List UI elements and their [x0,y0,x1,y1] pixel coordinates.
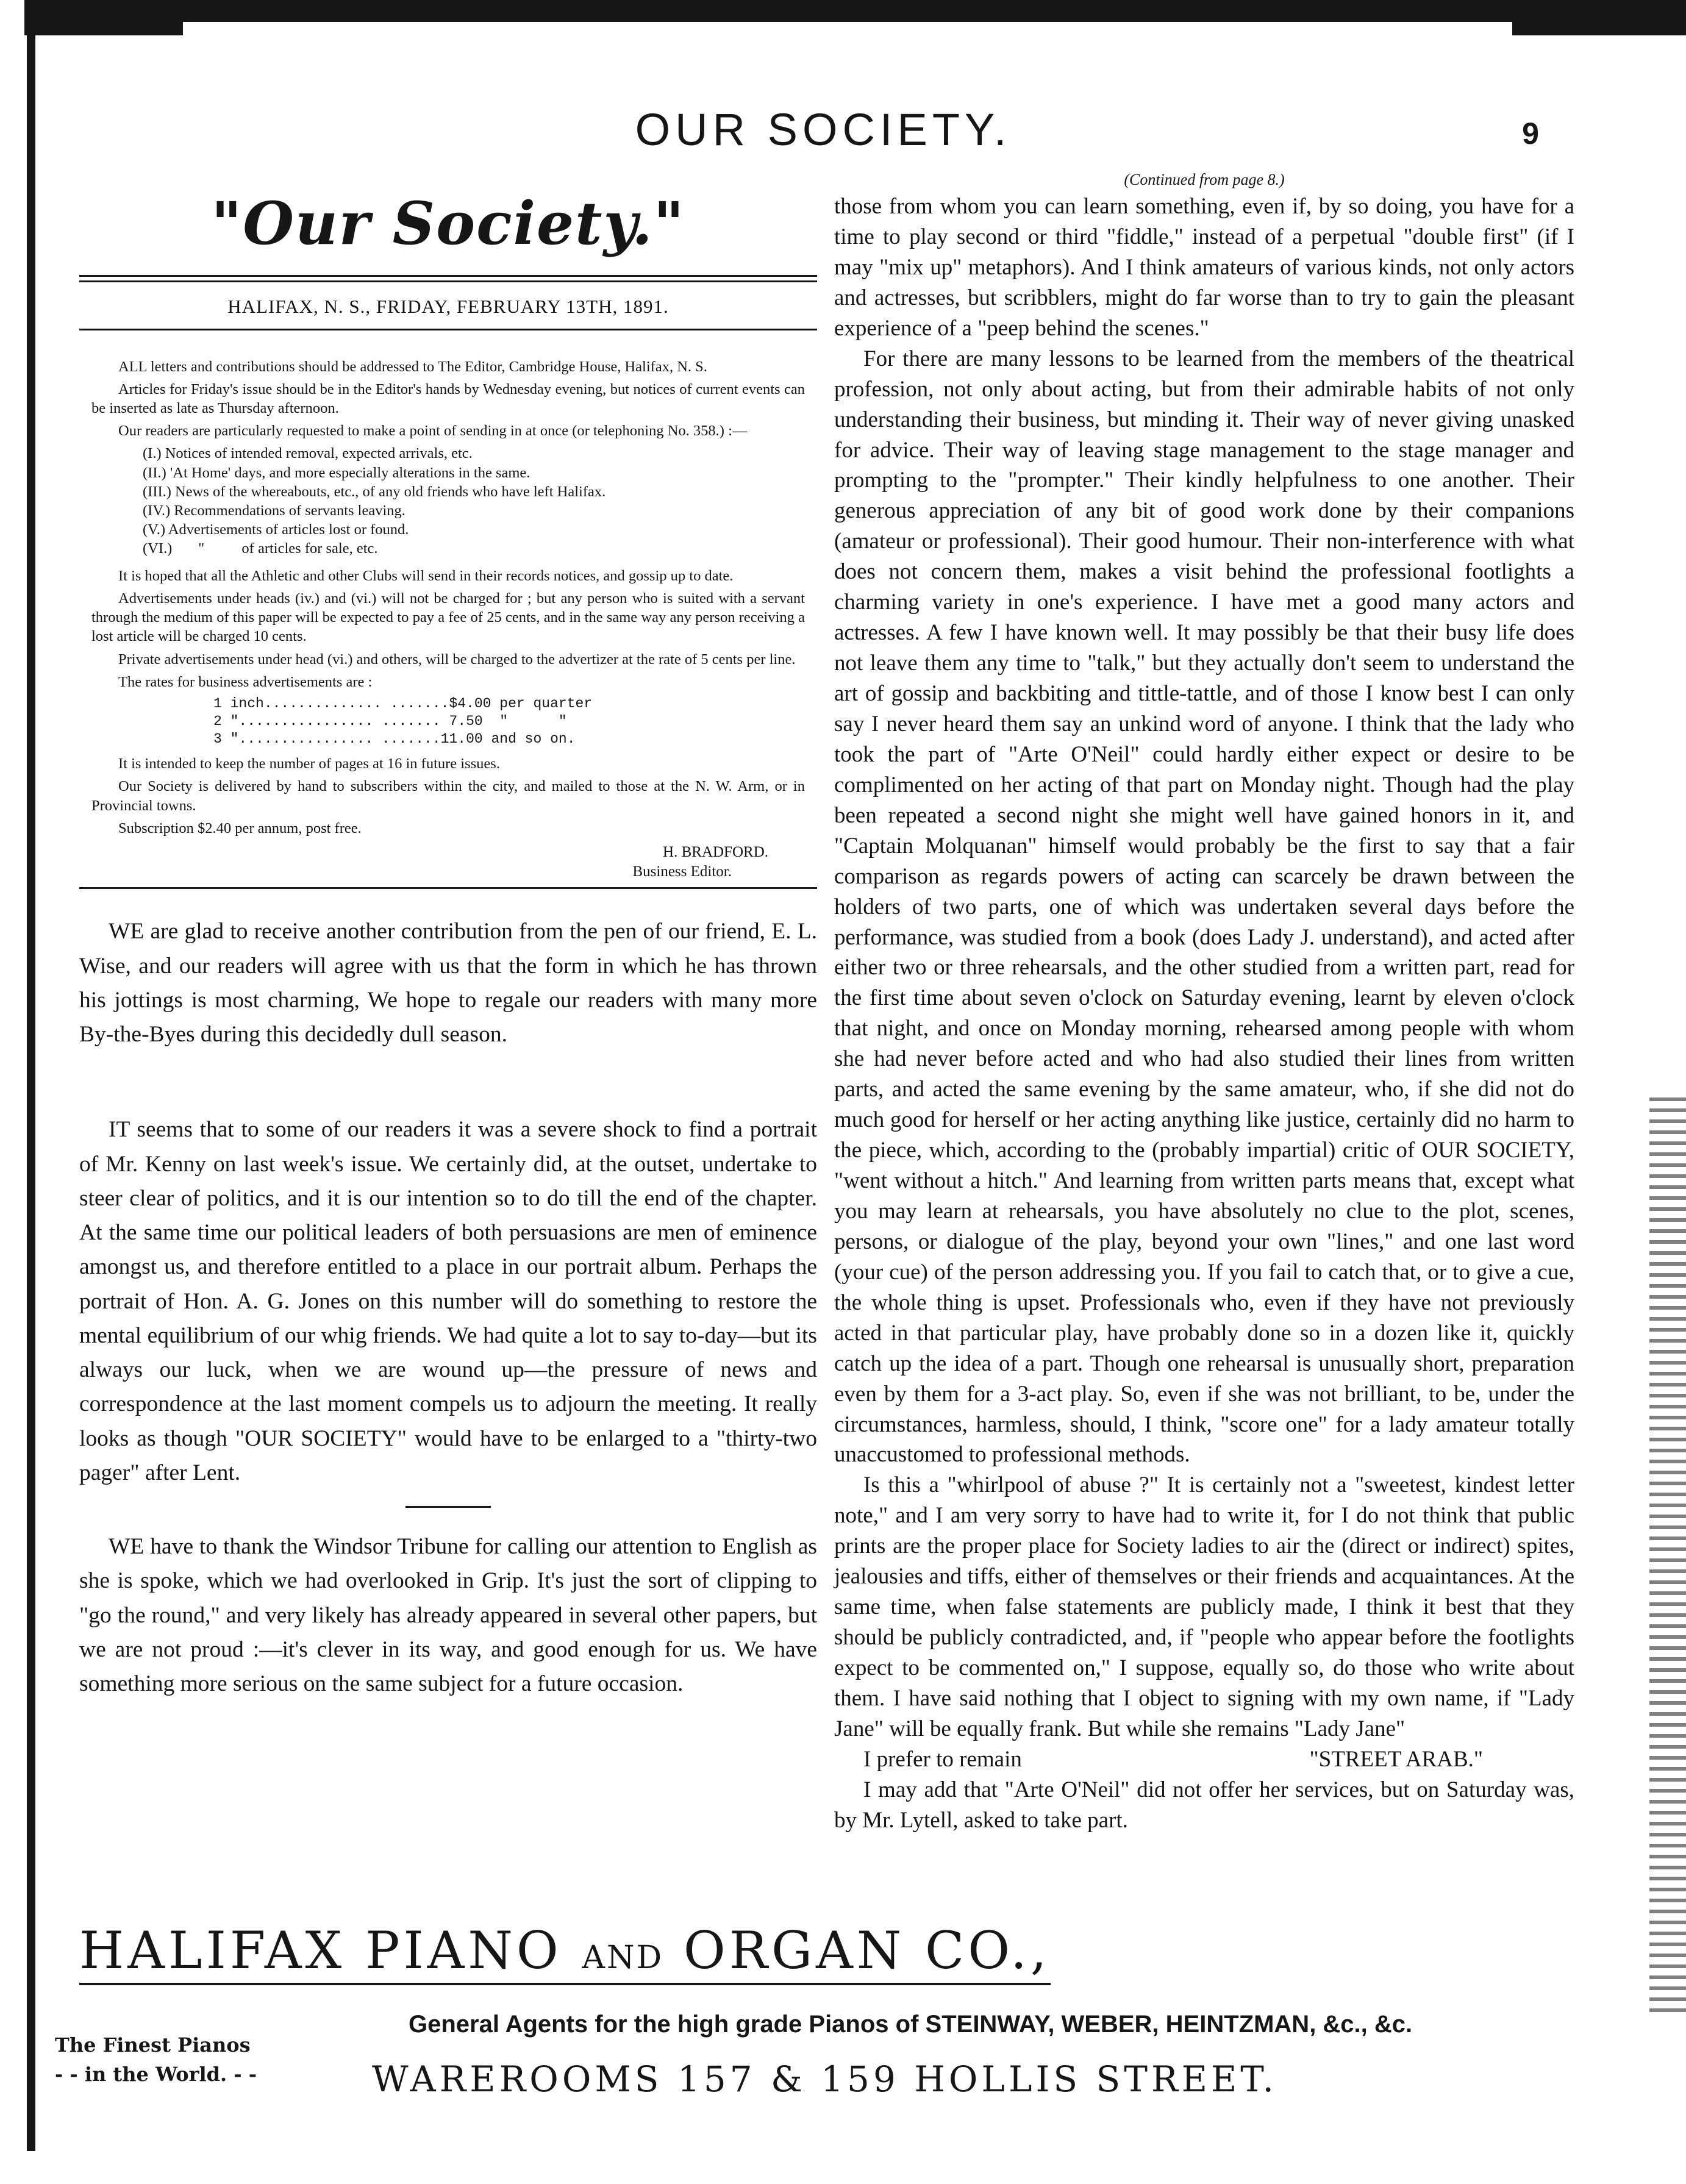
notices-box [79,330,817,881]
ad-warerooms: WAREROOMS 157 & 159 HOLLIS STREET. [372,2058,1277,2100]
editorial-paragraph: WE have to thank the Windsor Tribune for calling our attention to English as she is spoke, which we had overlooked in Grip. It's just the sort of clipping to "go the round," and very likely has already appeared in several other papers, but we are not proud :—it's clever in its way, and good enough for us. We have something more serious on the same subject for a future occasion. [79,1534,817,1697]
rate-line: 3 "................ .......11.00 and so on. [213,731,576,748]
notice-text: Our Society is delivered by hand to subscribers within the city, and mailed to those at the N. W. Arm, or in Provincial towns. [91,778,805,814]
notice-list-item: (IV.) Recommendations of servants leaving. [143,502,405,519]
left-border-rule [27,35,35,2151]
section-divider [405,1506,491,1508]
editor-signature: H. BRADFORD. [663,843,768,860]
letter-paragraph: I may add that "Arte O'Neil" did not offer her services, but on Saturday was, by Mr. Lytell, asked to take part. [834,1777,1574,1833]
signoff-text: I prefer to remain [863,1746,1022,1772]
ad-title-end: ORGAN CO., [683,1921,1051,1980]
notice-text: Private advertisements under head (vi.) and others, will be charged to the advertizer at the rate of 5 cents per line. [118,651,796,668]
editorial-paragraph: IT seems that to some of our readers it was a severe shock to find a portrait of Mr. Kenny on last week's issue. We certainly did, at the outset, undertake to steer clear of politics, and it is our intention so to do till the end of the chapter. At the same time our political leaders of both persuasions are men of eminence amongst us, and therefore entitled to a place in our portrait album. Perhaps the portrait of Hon. A. G. Jones on this number will do something to restore the mental equilibrium of our whig friends. We had quite a lot to say to-day—but its always our luck, when we are wound up—the pressure of news and correspondence at the last moment compels us to adjourn the meeting. It really looks as though "OUR SOCIETY" would have to be enlarged to a "thirty-two pager" after Lent. [79,1117,817,1485]
ad-title [79,1921,1051,1985]
ad-title-and: AND [582,1940,664,1976]
rate-line: 1 inch.............. .......$4.00 per quarter [213,695,593,712]
notice-text: ALL letters and contributions should be addressed to The Editor, Cambridge House, Halifax, N. S. [118,359,707,375]
notices-bottom-rule [79,887,817,889]
piano-advertisement [55,1921,1579,2100]
ad-agents-line: General Agents for the high grade Pianos of STEINWAY, WEBER, HEINTZMAN, &c., &c. [409,2011,1413,2038]
ad-slogan-line: The Finest Pianos [55,2033,251,2057]
notice-list-item: (V.) Advertisements of articles lost or found. [143,521,409,538]
paper-title: "Our Society." [211,189,685,258]
continued-note: (Continued from page 8.) [1124,171,1285,188]
letter-paragraph: Is this a "whirlpool of abuse ?" It is certainly not a "sweetest, kindest letter note," and I am very sorry to have had to write it, for I do not think that public prints are the proper place for Society ladies to air the (direct or indirect) spites, jealousies and tiffs, either of themselves or their friends and acquaintances. At the same time, when false statements are publicly made, I think it best that they should be publicly contradicted, and, if "people who appear before the footlights expect to be commented on," I suppose, equally so, do those who write about them. I have said nothing that I object to signing with my own name, if "Lady Jane" will be equally frank. But while she remains "Lady Jane" [834,1472,1574,1741]
notice-text: It is intended to keep the number of pages at 16 in future issues. [118,755,500,773]
letter-paragraph: For there are many lessons to be learned from the members of the theatrical profession, not only about acting, but from their admirable habits of not only understanding their business, but minding it. Their way of never giving unasked for advice. Their way of leaving stage management to the stage manager and prompting to the "prompter." Their kindly helpfulness to one another. Their generous appreciation of any bit of good work done by their companions (amateur or professional). Their good humour. Their non-interference with what does not concern them, makes a visit behind the professional footlights a charming variety in one's experience. I have met a good many actors and actresses. A few I have known well. It may possibly be that their busy life does not leave them any time to "talk," but they actually don't seem to understand the art of gossip and backbiting and tittle-tattle, and of those I know best I can only say I never heard them say an unkind word of anyone. I think that the lady who took the part of "Arte O'Neil" could hardly either expect or desire to be complimented on her acting of that part on Monday night. Though had the play been repeated a second night she might well have gained honors in it, and "Captain Molquanan" himself would probably be the first to say that a fair comparison as regards powers of acting can scarcely be drawn between the holders of two parts, one of which was undertaken several days before the performance, was studied from a book (does Lady J. understand), and acted after either two or three rehearsals, and the other studied from a written part, read for the first time about seven o'clock on Saturday evening, learnt by eleven o'clock that night, and once on Monday morning, rehearsed among people with whom she had never before acted and who had also studied their lines from written parts, and acted the same evening by the same amateur, who, if she did not do much good for herself or her acting anything like justice, certainly did no harm to the piece, which, according to the (probably impartial) critic of OUR SOCIETY, "went without a hitch." And learning from written parts means that, except what you may learn at rehearsals, you have absolutely no clue to the plot, scenes, persons, or dialogue of the play, beyond your own "lines," and one last word (your cue) of the person addressing you. If you fail to catch that, or to give a cue, the whole thing is upset. Professionals who, even if they have not previously acted in that particular play, have probably done so in a dozen like it, quickly catch up the idea of a part. Though one rehearsal is unusually short, preparation even by them for a 3-act play. So, even if she was not brilliant, to be, under the circumstances, harmless, should, I think, "score one" for a lady amateur totally unaccustomed to professional methods. [834,346,1574,1468]
notice-text: Articles for Friday's issue should be in the Editor's hands by Wednesday evening, but notices of current events can be inserted as late as Thursday afternoon. [91,381,805,417]
notice-text: Our readers are particularly requested to make a point of sending in at once (or telephoning No. 358.) :— [118,423,748,440]
ad-slogan-line: - - in the World. - - [55,2063,257,2086]
notice-list-item: (II.) 'At Home' days, and more especially alterations in the same. [143,464,530,481]
notice-list-item: (III.) News of the whereabouts, etc., of any old friends who have left Halifax. [143,483,606,500]
left-column [79,171,817,1701]
right-edge-speckle [1649,1097,1686,2012]
editor-role: Business Editor. [632,863,732,880]
notice-text: Advertisements under heads (iv.) and (vi.) will not be charged for ; but any person who is suited with a servant through the medium of this paper will be expected to pay a fee of 25 cents, and in the same way any person receiving a lost article will be charged 10 cents. [91,590,805,645]
title-double-rule [79,275,817,282]
notice-text: It is hoped that all the Athletic and other Clubs will send in their records notices, and gossip up to date. [118,568,734,585]
notice-text: Subscription $2.40 per annum, post free. [118,819,362,837]
dateline: HALIFAX, N. S., FRIDAY, FEBRUARY 13TH, 1891. [227,296,669,317]
notice-list-item: (VI.) " of articles for sale, etc. [143,540,378,557]
editorial-paragraph: WE are glad to receive another contribution from the pen of our friend, E. L. Wise, and our readers will agree with us that the form in which he has thrown his jottings is most charming, We hope to regale our readers with many more By-the-Byes during this decidedly dull season. [79,919,817,1047]
right-column [834,171,1574,1836]
notice-list-item: (I.) Notices of intended removal, expected arrivals, etc. [143,445,473,462]
ad-title-main: HALIFAX PIANO [79,1921,562,1980]
masthead: OUR SOCIETY. [635,104,1012,155]
letter-body [834,191,1574,1836]
letter-paragraph: those from whom you can learn something, even if, by so doing, you have for a time to play second or third "fiddle," instead of a perpetual "double first" (if I may "mix up" metaphors). And I think amateurs of various kinds, not only actors and actresses, but scribblers, might do far worse than to try to gain the pleasant experience of a "peep behind the scenes." [834,194,1574,341]
notice-text: The rates for business advertisements are : [118,673,373,690]
top-border-gap [183,22,1512,35]
signoff-name: "STREET ARAB." [1309,1746,1483,1772]
page-number: 9 [1522,116,1539,151]
editorial-body [79,915,817,1701]
rate-line: 2 "................ ....... 7.50 " " [213,713,567,729]
letter-signoff [834,1744,1574,1775]
ad-slogan [55,2030,257,2089]
